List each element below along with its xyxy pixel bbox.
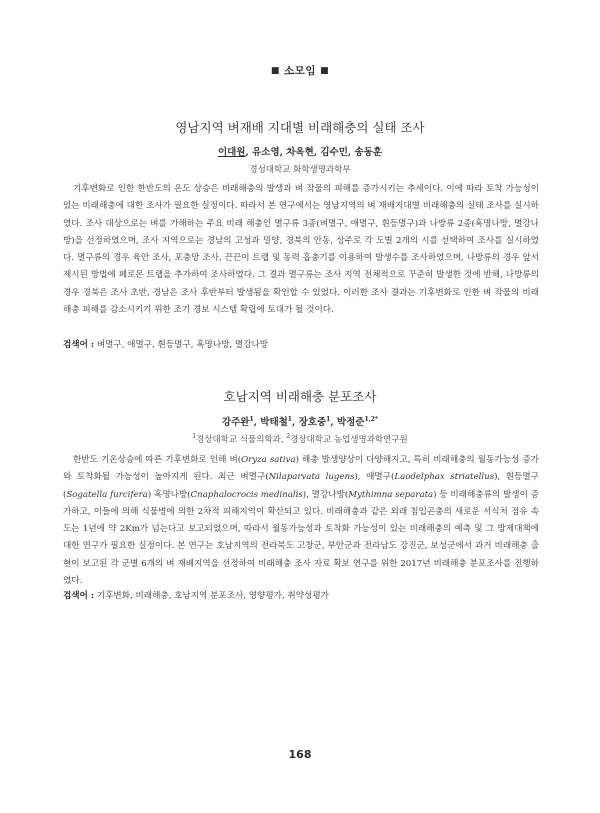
- paper2-author-sup: 1: [326, 415, 331, 423]
- abstract-fragment: ), 흰등멸구(: [63, 472, 540, 500]
- square-bullet-icon: ■: [270, 66, 280, 76]
- paper2-affil-text: 경상대학교 농업생명과학연구원: [290, 435, 408, 445]
- section-tag: [0, 63, 600, 78]
- paper1-title: 영남지역 벼재배 지대별 비래해충의 실태 조사: [175, 120, 425, 135]
- paper1-affiliation: 경성대학교 화학생명과학부: [249, 165, 351, 175]
- paper2-title: 호남지역 비래해충 분포조사: [223, 389, 377, 404]
- scientific-name: Mythimna separata: [348, 489, 434, 500]
- paper1-abstract-text: 기후변화로 인한 한반도의 온도 상승은 비래해충의 발생과 벼 작물의 피해를 증가시키는 추세이다. 이에 따라 토착 가능성이 있는 비래해충에 대한 조사가 필요한 실정이다. 따라서 본 연구에서는 영남지역의 벼 재배지대별 비래해충의 실태 조사를 실시하였다. 조사 대상으로는 벼를 가해하는 주요 비래 해충인 멸구류 3종(벼멸구, 애멸구, 흰등멸구)과 나방류 2종(혹명나방, 멸강나방)을 선정하였으며, 조사 지역으로는 경남의 고성과 밀양, 경북의 안동, 상주로 각 도별 2개의 시를 선택하여 조사를 실시하였다. 멸구류의 경우 육안 조사, 포충망 조사, 끈끈이 트랩 및 동력 흡충기를 이용하여 발생수를 조사하였으며, 나방류의 경우 앞서 제시된 방법에 페로몬 트랩을 추가하여 조사하였다. 그 결과 멸구류는 조사 지역 전체적으로 꾸준히 발생한 것에 반해, 나방류의 경우 경북은 조사 초반, 경남은 조사 후반부터 발생됨을 확인할 수 있었다. 이러한 조사 결과는 기후변화로 인한 벼 작물의 비래해충 피해를 감소시키기 위한 조기 경보 시스템 확립에 토대가 될 것이다.: [63, 184, 539, 316]
- paper2-author-sup: 1,2*: [364, 415, 379, 423]
- scientific-name: Cnaphalocrocis medinalis: [190, 489, 303, 500]
- paper2-authors: 강주완$^1$, 박태철$^1$, 장호중$^1$, 박정준$^{1,2*}$: [221, 415, 379, 428]
- paper2-affil-text: 경상대학교 식물의학과: [196, 435, 281, 445]
- abstract-fragment: 한반도 기온상승에 따른 기후변화로 인해 벼(: [73, 455, 242, 465]
- paper2-author: 장호중: [298, 417, 327, 428]
- abstract-fragment: ) 등 비래해충류의 발생이 증가하고, 이들에 의해 식물병에 의한 2차적 피해지역이 확산되고 있다. 비래해충과 같은 외래 침입곤충의 새로운 서식처 점유 속도는 1년에 약 2Km가 넘는다고 보고되었으며, 따라서 월동가능성과 토착화 가능성이 있는 비래해충의 예측 및 그 방제대책에 대한 연구가 필요한 실정이다. 본 연구는 호남지역의 전라북도 고창군, 부안군과 전라남도 강진군, 보성군에서 과거 비래해충 출현이 보고된 각 군별 6개의 벼 재배지역을 선정하여 비래해충 조사 자료 확보 연구를 위한 2017년 비래해충 분포조사를 진행하였다.: [63, 489, 539, 587]
- paper2-author: 강주완: [221, 417, 250, 428]
- abstract-fragment: ) 혹명나방(: [147, 489, 191, 500]
- paper1-coauthors: , 유소영, 차옥현, 김수민, 송동훈: [245, 147, 383, 158]
- paper1-abstract: [63, 181, 539, 319]
- paper1-keywords-text: 벼멸구, 애멸구, 흰등멸구, 혹명나방, 멸강나방: [96, 340, 269, 350]
- paper2-keywords: [63, 589, 539, 601]
- paper2-keywords-text: 기후변화, 비래해충, 호남지역 분포조사, 영향평가, 취약성평가: [96, 591, 329, 601]
- scientific-name: Sogatella furcifera: [66, 489, 148, 500]
- paper2-abstract: [63, 452, 539, 590]
- paper1-keywords-label: 검색어 :: [63, 340, 95, 350]
- square-bullet-icon: ■: [320, 66, 330, 76]
- abstract-fragment: ), 멸강나방(: [302, 489, 349, 500]
- paper2-affiliations: $^1$경상대학교 식물의학과, $^2$경상대학교 농업생명과학연구원: [192, 433, 408, 445]
- paper1-authors: [0, 144, 600, 158]
- scientific-name: Oryza sativa: [241, 455, 296, 465]
- paper2-affil-sup: 2: [286, 433, 291, 441]
- page-number: 168: [288, 748, 312, 761]
- paper2-keywords-label: 검색어 :: [63, 591, 95, 601]
- paper2-affil-sup: 1: [192, 433, 197, 441]
- paper2-author: 박정준: [336, 417, 365, 428]
- abstract-fragment: ) 해충 발생양상이 다양해지고, 특히 비래해충의 월동가능성 증가와 토착화될 가능성이 높아지게 된다. 최근 벼멸구(: [63, 455, 539, 483]
- paper2-author-sup: 1: [287, 415, 292, 423]
- paper2-author: 박태철: [260, 417, 288, 428]
- paper1-keywords: [63, 338, 539, 350]
- paper2-author-sup: 1: [249, 415, 254, 423]
- section-tag-label: 소모임: [284, 65, 316, 77]
- scientific-name: Nilaparvata lugens: [268, 472, 355, 483]
- abstract-fragment: ), 애멸구(: [354, 472, 395, 483]
- paper2-abstract-text: [63, 452, 539, 590]
- paper1-presenting-author: 이대원: [217, 147, 246, 158]
- scientific-name: Laodelphax striatellus: [394, 472, 495, 483]
